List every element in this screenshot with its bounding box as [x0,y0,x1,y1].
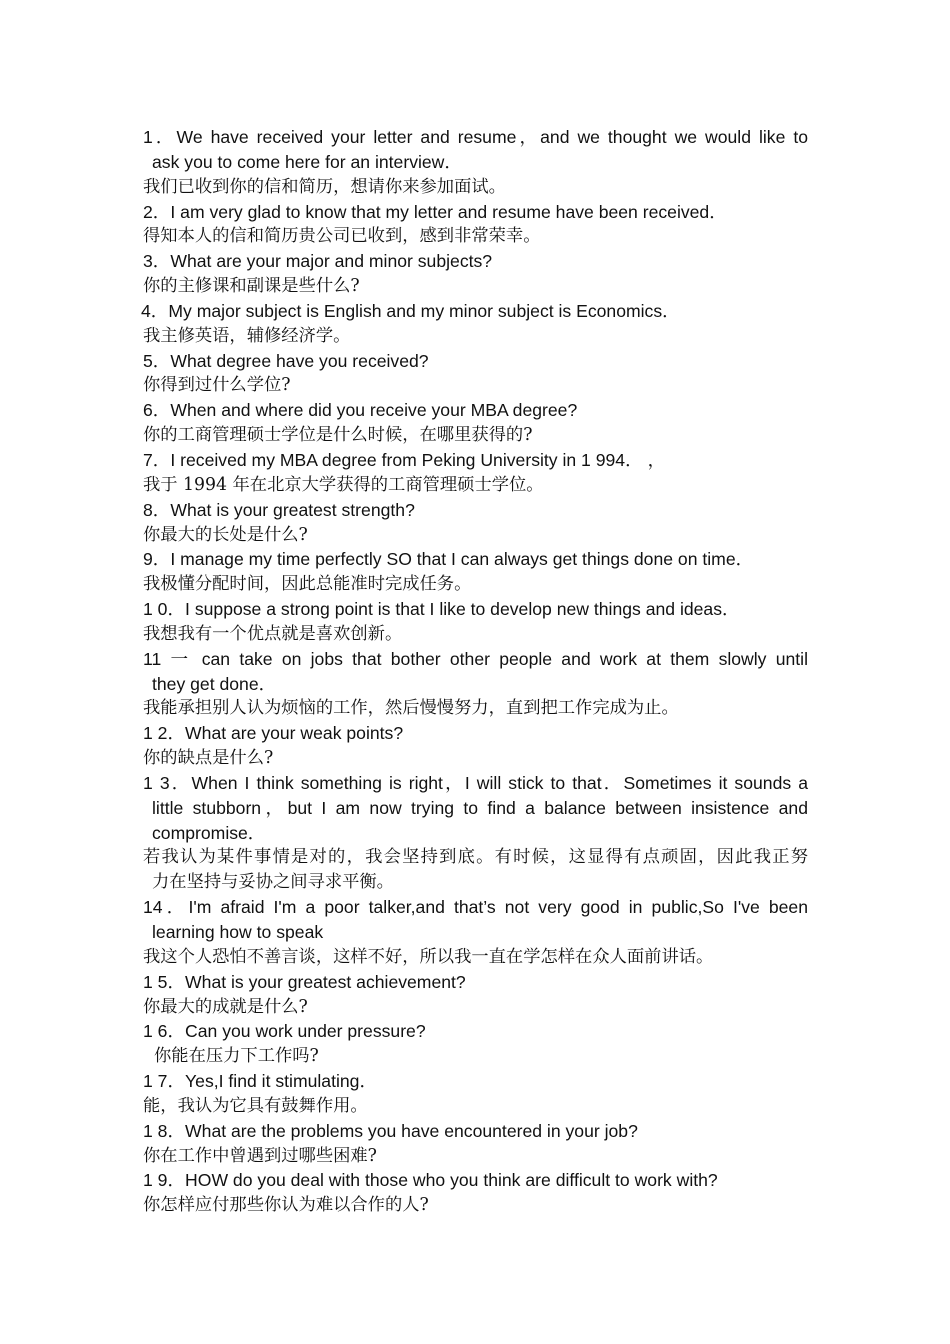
english-text-line: 9．I manage my time perfectly SO that I can always get things done on time． [143,549,754,570]
english-text-line: 1 6．Can you work under pressure? [143,1021,426,1042]
english-text-line: 2．I am very glad to know that my letter and resume have been received． [143,201,727,222]
english-text-line: 1 2．What are your weak points? [143,723,404,744]
english-text-line: 1 3．When I think something is right，I will stick to that．Sometimes it sounds a [143,772,808,793]
chinese-translation-line: 我主修英语，辅修经济学。 [143,325,351,346]
english-text-line: 1 8．What are the problems you have encountered in your job? [143,1120,638,1141]
english-text-line: learning how to speak [152,922,324,942]
english-text-line: 14．I'm afraid I'm a poor talker,and that’s not very good in public,So I've been [143,897,808,918]
english-text-line: 11 一 can take on jobs that bother other people and work at them slowly until [143,648,808,669]
chinese-translation-line: 你的主修课和副课是些什么? [143,276,360,297]
chinese-translation-line: 我们已收到你的信和简历，想请你来参加面试。 [143,176,506,197]
chinese-translation-line: 你最大的长处是什么? [143,524,308,545]
chinese-translation-line: 我这个人恐怕不善言谈，这样不好，所以我一直在学怎样在众人面前讲话。 [143,946,714,967]
english-text-line: 1 9．HOW do you deal with those who you think are difficult to work with? [143,1170,718,1191]
english-text-line: 5．What degree have you received? [143,350,429,371]
english-text-line: 8．What is your greatest strength? [143,499,415,520]
english-text-line: little stubborn，but I am now trying to find a balance between insistence and [152,797,808,818]
document-body [143,125,808,1218]
chinese-translation-line: 力在坚持与妥协之间寻求平衡。 [152,872,394,893]
chinese-translation-line: 能，我认为它具有鼓舞作用。 [143,1095,368,1116]
english-text-line: 3．What are your major and minor subjects? [143,251,493,272]
english-text-line: 1．We have received your letter and resume，and we thought we would like to [143,127,808,147]
english-text-line: they get done． [152,673,277,694]
english-text-line: 6．When and where did you receive your MBA degree? [143,400,578,421]
english-text-line: 4．My major subject is English and my minor subject is Economics． [141,300,680,321]
chinese-translation-line: 你得到过什么学位? [143,375,291,396]
english-text-line: ask you to come here for an interview． [152,151,462,172]
chinese-translation-line: 你能在压力下工作吗? [154,1046,319,1067]
chinese-translation-line: 得知本人的信和简历贵公司已收到，感到非常荣幸。 [143,226,541,247]
chinese-translation-line: 你的工商管理硕士学位是什么时候，在哪里获得的? [143,425,533,446]
english-text-line: compromise． [152,822,266,843]
chinese-translation-line: 我想我有一个优点就是喜欢创新。 [143,623,403,644]
chinese-translation-line: 我于 1994 年在北京大学获得的工商管理硕士学位。 [143,474,544,495]
chinese-translation-line: 若我认为某件事情是对的，我会坚持到底。有时候，这显得有点顽固，因此我正努 [143,847,808,868]
chinese-translation-line: 你最大的成就是什么? [143,996,308,1017]
chinese-translation-line: 我能承担别人认为烦恼的工作，然后慢慢努力，直到把工作完成为止。 [143,698,679,719]
english-text-line: 7．I received my MBA degree from Peking University in 1 994． ， [143,449,666,470]
english-text-line: 1 5．What is your greatest achievement? [143,971,466,992]
chinese-translation-line: 你在工作中曾遇到过哪些困难? [143,1145,377,1166]
english-text-line: 1 0．I suppose a strong point is that I like to develop new things and ideas． [143,599,740,620]
chinese-translation-line: 你的缺点是什么? [143,748,274,769]
chinese-translation-line: 你怎样应付那些你认为难以合作的人? [143,1195,429,1216]
chinese-translation-line: 我极懂分配时间，因此总能准时完成任务。 [143,574,472,595]
english-text-line: 1 7．Yes,I find it stimulating． [143,1071,378,1092]
